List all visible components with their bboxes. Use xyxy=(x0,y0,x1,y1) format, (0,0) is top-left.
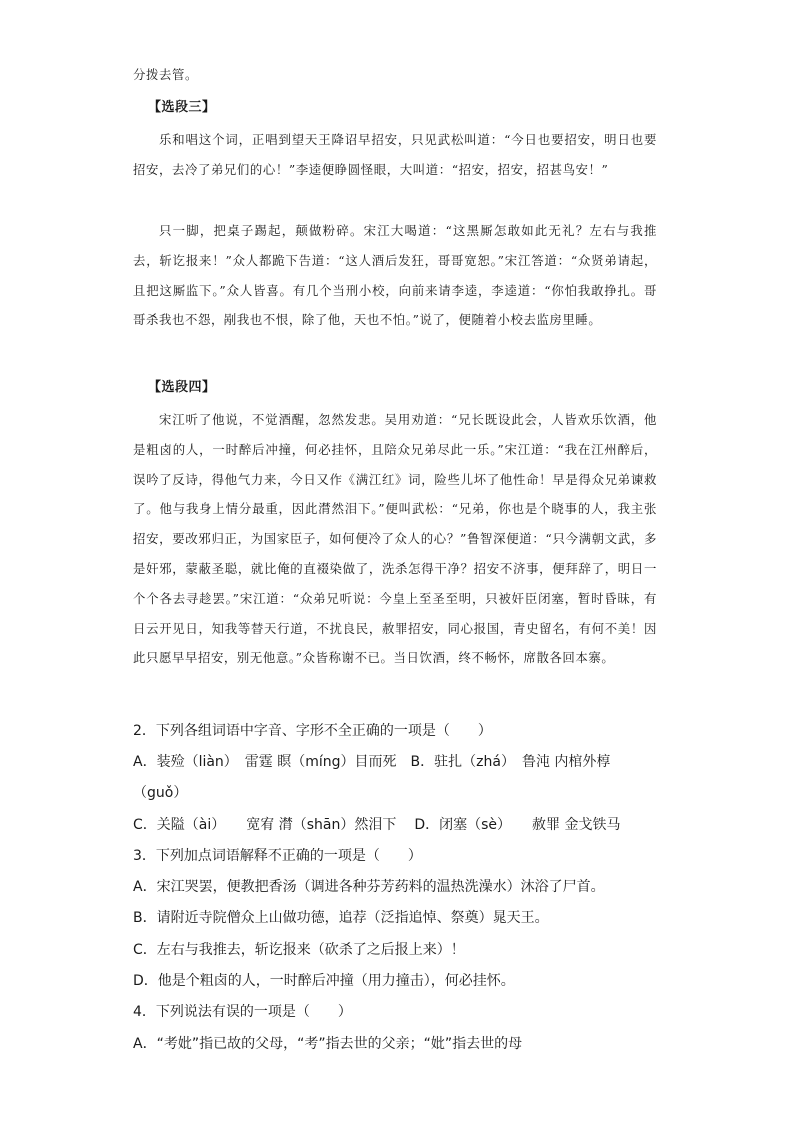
question-2-option-c: C．关隘（ài） 宽宥 潸（shān）然泪下 xyxy=(133,817,397,833)
question-2-options-ab: A．装殓（liàn） 雷霆 瞑（míng）目而死 B．驻扎（zhá） 鲁沌 内棺外椁 xyxy=(133,754,611,770)
section-three-paragraph-2: 只一脚，把桌子踢起，颠做粉碎。宋江大喝道：“这黑厮怎敢如此无礼？左右与我推去，斩讫报来！”众人都跪下告道：“这人酒后发狂，哥哥宽恕。”宋江答道：“众贤弟请起，且把这厮监下。”众人皆喜。有几个当刑小校，向前来请李逵，李逵道：“你怕我敢挣扎。哥哥杀我也不怨，剐我也不恨，除了他，天也不怕。”说了，便随着小校去监房里睡。 xyxy=(133,223,657,328)
question-3-option-c: C．左右与我推去，斩讫报来（砍杀了之后报上来）！ xyxy=(133,942,465,958)
question-2-options-ab-continued: （guǒ） xyxy=(133,785,188,801)
question-2-option-d: D．闭塞（sè） 赦罪 金戈铁马 xyxy=(414,817,621,833)
section-three-heading: 【选段三】 xyxy=(148,100,216,115)
section-four-heading: 【选段四】 xyxy=(148,380,216,395)
question-3-option-a: A．宋江哭罢，便教把香汤（调进各种芬芳药料的温热洗澡水）沐浴了尸首。 xyxy=(133,879,605,895)
question-3-option-d: D．他是个粗卤的人，一时醉后冲撞（用力撞击），何必挂怀。 xyxy=(133,973,515,989)
question-3-option-b: B．请附近寺院僧众上山做功德，追荐（泛指追悼、祭奠）晁天王。 xyxy=(133,910,549,926)
question-4-option-a: A．“考妣”指已故的父母，“考”指去世的父亲；“妣”指去世的母 xyxy=(133,1036,523,1052)
section-four-paragraph-1: 宋江听了他说，不觉酒醒，忽然发悲。吴用劝道：“兄长既设此会，人皆欢乐饮酒，他是粗卤的人，一时醉后冲撞，何必挂怀，且陪众兄弟尽此一乐。”宋江道：“我在江州醉后，误吟了反诗，得他气力来，今日又作《满江红》词，险些儿坏了他性命！早是得众兄弟谏救了。他与我身上情分最重，因此潸然泪下。”便叫武松：“兄弟，你也是个晓事的人，我主张招安，要改邪归正，为国家臣子，如何便冷了众人的心？”鲁智深便道：“只今满朝文武，多是奸邪，蒙蔽圣聪，就比俺的直裰染做了，洗杀怎得干净？招安不济事，便拜辞了，明日一个个各去寻趁罢。”宋江道：“众弟兄听说：今皇上至圣至明，只被奸臣闭塞，暂时昏昧，有日云开见日，知我等替天行道，不扰良民，赦罪招安，同心报国，青史留名，有何不美！因此只愿早早招安，别无他意。”众皆称谢不已。当日饮酒，终不畅怀，席散各回本寨。 xyxy=(133,412,657,666)
section-three-paragraph-1: 乐和唱这个词，正唱到望天王降诏早招安，只见武松叫道：“今日也要招安，明日也要招安，去冷了弟兄们的心！”李逵便睁圆怪眼，大叫道：“招安，招安，招甚鸟安！” xyxy=(133,132,657,177)
question-3-stem: 3．下列加点词语解释不正确的一项是（ ） xyxy=(133,848,422,864)
question-4-stem: 4．下列说法有误的一项是（ ） xyxy=(133,1004,352,1020)
passage-line-top: 分拨去管。 xyxy=(133,67,198,82)
question-2-stem: 2．下列各组词语中字音、字形不全正确的一项是（ ） xyxy=(133,723,492,739)
question-2-options-cd xyxy=(133,815,620,835)
